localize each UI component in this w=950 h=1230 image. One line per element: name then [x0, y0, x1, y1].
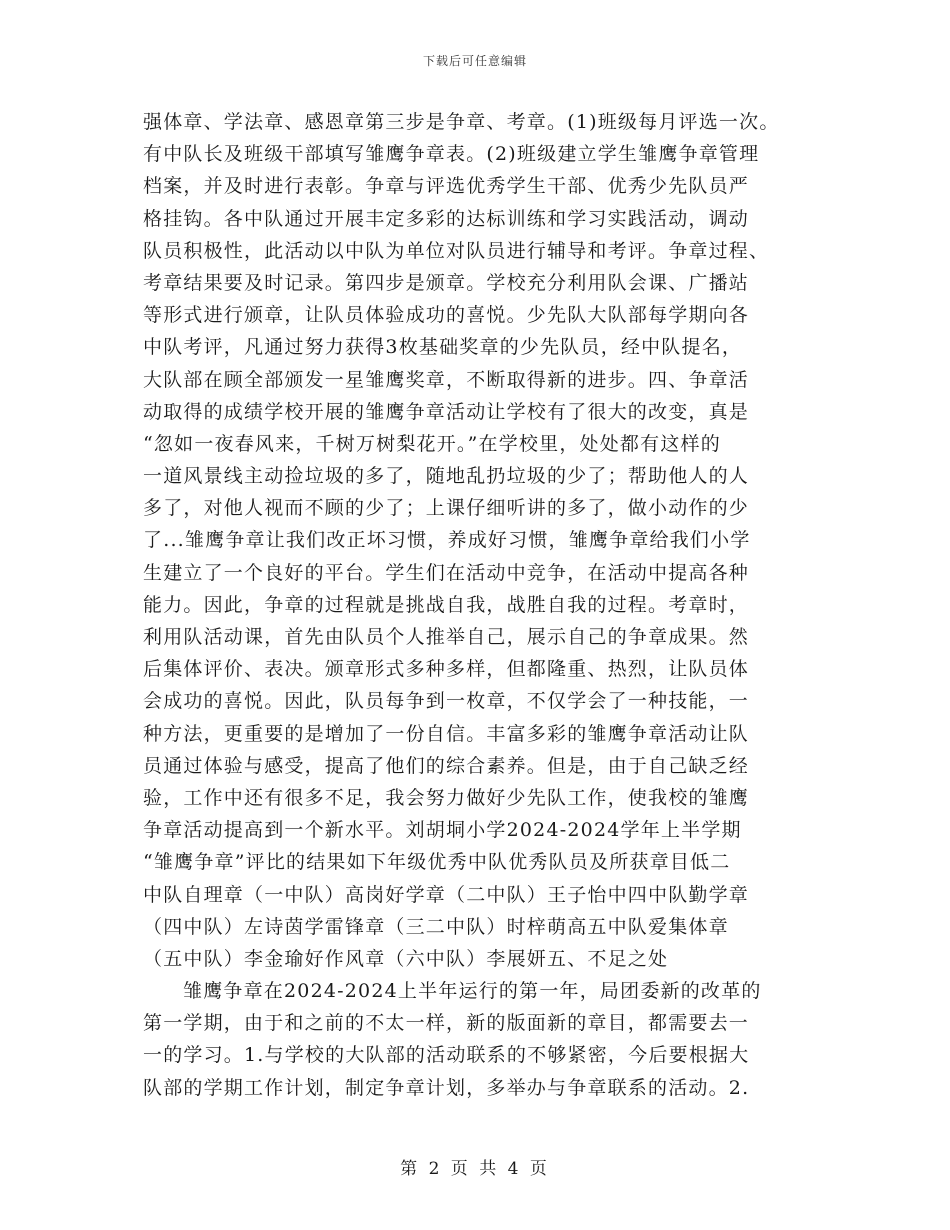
text-line-20: 种方法，更重要的是增加了一份自信。丰富多彩的雏鹰争章活动让队	[143, 722, 750, 745]
text-line-11: “忽如一夜春风来，千树万树梨花开。”在学校里，处处都有这样的	[143, 432, 721, 455]
text-line-18: 后集体评价、表决。颁章形式多种多样，但都隆重、热烈，让队员体	[143, 658, 750, 681]
text-line-6: 考章结果要及时记录。第四步是颁章。学校充分利用队会课、广播站	[143, 271, 750, 294]
text-line-14: 了...雏鹰争章让我们改正坏习惯，养成好习惯，雏鹰争章给我们小学	[143, 529, 751, 552]
text-line-7: 等形式进行颁章，让队员体验成功的喜悦。少先队大队部每学期向各	[143, 304, 750, 327]
text-line-21: 员通过体验与感受，提高了他们的综合素养。但是，由于自己缺乏经	[143, 754, 750, 777]
text-line-17: 利用队活动课，首先由队员个人推举自己，展示自己的争章成果。然	[143, 626, 750, 648]
text-line-19: 会成功的喜悦。因此，队员每争到一枚章，不仅学会了一种技能，一	[143, 690, 750, 713]
text-line-30: 一的学习。1.与学校的大队部的活动联系的不够紧密，今后要根据大	[143, 1044, 750, 1067]
text-line-12: 一道风景线主动捡垃圾的多了，随地乱扔垃圾的少了；帮助他人的人	[143, 465, 750, 488]
body-text	[143, 106, 823, 1104]
text-line-16: 能力。因此，争章的过程就是挑战自我，战胜自我的过程。考章时，	[143, 593, 750, 616]
page-number-footer: 第 2 页 共 4 页	[400, 1159, 550, 1179]
text-line-13: 多了，对他人视而不顾的少了；上课仔细听讲的多了，做小动作的少	[143, 497, 750, 520]
page-header: 下载后可任意编辑	[422, 54, 527, 68]
paragraph-start-line: 雏鹰争章在2024-2024上半年运行的第一年，局团委新的改革的	[183, 980, 762, 1003]
text-line-8: 中队考评，凡通过努力获得3枚基础奖章的少先队员，经中队提名，	[143, 336, 743, 359]
text-line-4: 格挂钩。各中队通过开展丰定多彩的达标训练和学习实践活动，调动	[143, 207, 750, 230]
text-line-31: 队部的学期工作计划，制定争章计划，多举办与争章联系的活动。2.	[143, 1076, 750, 1099]
text-line-2: 有中队长及班级干部填写雏鹰争章表。(2)班级建立学生雏鹰争章管理	[143, 143, 760, 166]
text-line-27: （五中队）李金瑜好作风章（六中队）李展妍五、不足之处	[143, 947, 669, 970]
text-line-26: （四中队）左诗茵学雷锋章（三二中队）时梓萌高五中队爱集体章	[143, 915, 729, 938]
text-line-1: 强体章、学法章、感恩章第三步是争章、考章。(1)班级每月评选一次。	[143, 111, 780, 133]
text-line-25: 中队自理章（一中队）高岗好学章（二中队）王子怡中四中队勤学章	[143, 883, 750, 906]
text-line-3: 档案，并及时进行表彰。争章与评选优秀学生干部、优秀少先队员严	[143, 175, 750, 198]
text-line-9: 大队部在顾全部颁发一星雏鹰奖章，不断取得新的进步。四、争章活	[143, 368, 750, 391]
text-line-24: “雏鹰争章”评比的结果如下年级优秀中队优秀队员及所获章目低二	[143, 851, 731, 874]
text-line-22: 验，工作中还有很多不足，我会努力做好少先队工作，使我校的雏鹰	[143, 786, 750, 809]
text-line-23: 争章活动提高到一个新水平。刘胡垌小学2024-2024学年上半学期	[143, 819, 742, 842]
text-line-29: 第一学期，由于和之前的不太一样，新的版面新的章目，都需要去一	[143, 1012, 750, 1035]
text-line-5: 队员积极性，此活动以中队为单位对队员进行辅导和考评。争章过程、	[143, 239, 770, 262]
text-line-15: 生建立了一个良好的平台。学生们在活动中竞争，在活动中提高各种	[143, 561, 750, 584]
text-line-10: 动取得的成绩学校开展的雏鹰争章活动让学校有了很大的改变，真是	[143, 400, 750, 423]
